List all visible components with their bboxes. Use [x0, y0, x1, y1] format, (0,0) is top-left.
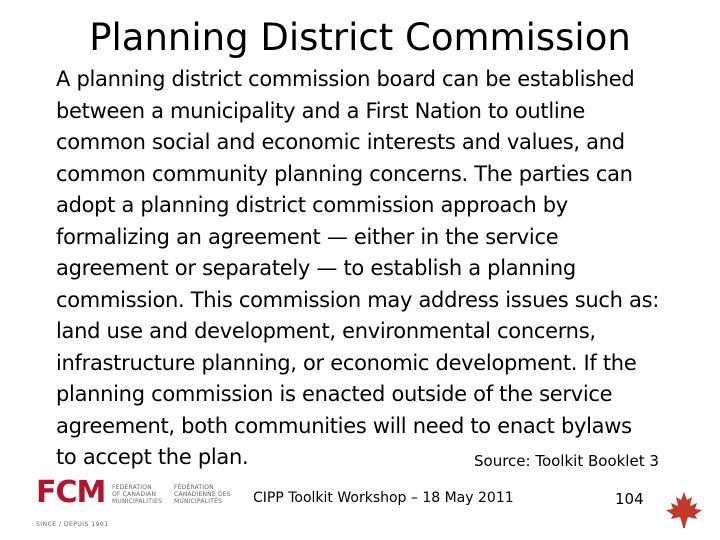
body-line: between a municipality and a First Nation to outline — [56, 98, 586, 123]
slide-title: Planning District Commission — [89, 16, 631, 59]
body-line: commission. This commission may address issues such as: — [56, 287, 659, 312]
fcm-logo-english: FEDERATION OF CANADIAN MUNICIPALITIES — [112, 484, 163, 505]
body-paragraph — [56, 64, 686, 474]
maple-leaf-icon — [664, 490, 704, 530]
body-line-last — [56, 442, 686, 474]
body-line: A planning district commission board can be established — [56, 67, 635, 91]
fcm-logo-french: FÉDÉRATION CANADIENNE DES MUNICIPALITÉS — [174, 484, 231, 505]
body-line: common community planning concerns. The parties can — [56, 161, 633, 186]
page-number: 104 — [615, 490, 644, 508]
body-line: planning commission is enacted outside of the service — [56, 382, 613, 406]
body-line-text: to accept the plan. — [56, 445, 249, 469]
fcm-logo-mark: FCM — [36, 475, 106, 510]
workshop-footer: CIPP Toolkit Workshop – 18 May 2011 — [253, 490, 514, 506]
source-citation: Source: Toolkit Booklet 3 — [474, 452, 659, 470]
body-line: infrastructure planning, or economic development. If the — [56, 350, 637, 375]
fcm-logo — [36, 475, 236, 534]
body-line: agreement or separately — to establish a planning — [56, 256, 576, 280]
body-line: land use and development, environmental concerns, — [56, 319, 596, 343]
body-line: common social and economic interests and values, and — [56, 130, 625, 154]
maple-leaf-shape — [666, 492, 702, 528]
body-line: adopt a planning district commission approach by — [56, 193, 568, 217]
body-line: formalizing an agreement — either in the service — [56, 224, 559, 249]
body-line: agreement, both communities will need to enact bylaws — [56, 413, 632, 438]
fcm-logo-since: SINCE / DEPUIS 1901 — [36, 521, 109, 528]
